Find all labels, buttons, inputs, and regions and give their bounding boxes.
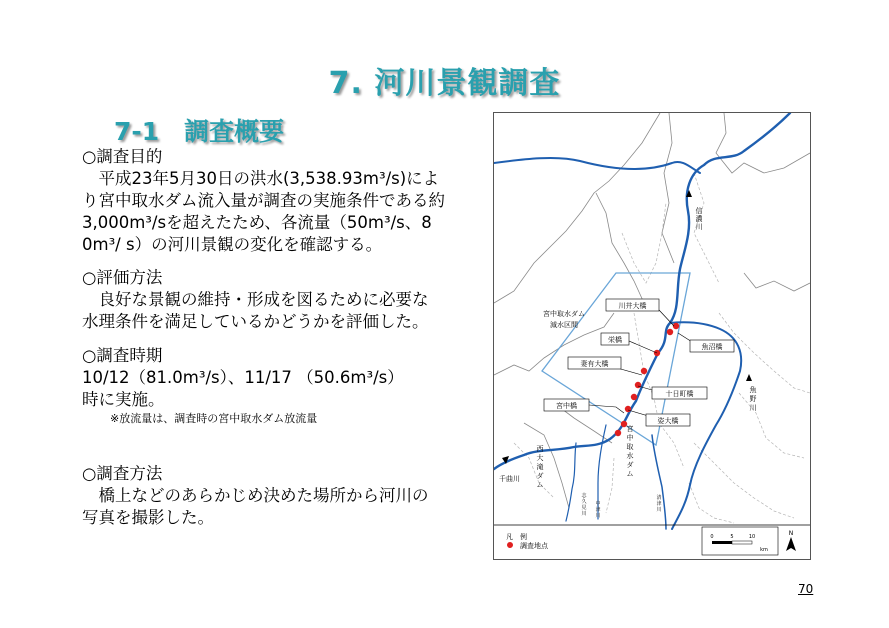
evaluation-line: 良好な景観の維持・形成を図るために必要な <box>98 290 429 309</box>
bridge-label-sakae: 栄橋 <box>608 336 622 344</box>
page-title: 7. 河川景観調査 <box>328 66 561 101</box>
shinano-upper-tributary <box>494 158 700 173</box>
bridge-label-tsumari: 妻有大橋 <box>580 360 609 368</box>
scale-unit: km <box>760 547 768 553</box>
bridge-label-sugata: 姿大橋 <box>657 417 679 425</box>
nishiotaki-dam-label: ム <box>536 481 544 489</box>
evaluation-heading: ○評価方法 <box>82 268 163 287</box>
miyanaka-dam-label: 水 <box>626 452 634 460</box>
bridge-label-kawai: 川井大橋 <box>618 302 647 310</box>
svg-text:5: 5 <box>730 534 734 540</box>
section-subtitle: 7-1 調査概要 <box>114 117 285 146</box>
kiyotsu-label: 津 <box>656 501 662 507</box>
north-arrow-icon <box>786 530 796 551</box>
bridge-label-tokamachi: 十日町橋 <box>665 390 694 398</box>
shinano-river <box>494 113 790 469</box>
kiyotsu-label: 川 <box>656 507 662 513</box>
method-section <box>82 463 482 529</box>
chikuma-label: 千曲川 <box>499 475 520 483</box>
purpose-line: 0m³/ s）の河川景観の変化を確認する。 <box>82 235 383 254</box>
reduced-section-label: 宮中取水ダム <box>543 310 585 318</box>
svg-text:N: N <box>788 530 794 537</box>
shikumi-river <box>566 443 576 521</box>
miyanaka-dam-label: 宮 <box>626 425 634 433</box>
method-heading: ○調査方法 <box>82 464 163 483</box>
nishiotaki-dam-label: 大 <box>536 454 544 462</box>
timing-line: 時に実施。 <box>82 390 165 409</box>
page-number: 70 <box>798 582 814 596</box>
method-line: 橋上などのあらかじめ決めた場所から河川の <box>98 486 429 505</box>
timing-heading: ○調査時期 <box>82 346 163 365</box>
nakatsu-label: 中 <box>595 501 601 507</box>
survey-map <box>493 112 811 560</box>
shikumi-label: 川 <box>581 511 587 517</box>
uono-label: 川 <box>749 404 757 412</box>
method-line: 写真を撮影した。 <box>82 508 214 527</box>
evaluation-section <box>82 267 482 333</box>
shinano-label: 川 <box>695 223 703 231</box>
purpose-heading: ○調査目的 <box>82 147 163 166</box>
nakatsu-label: 津 <box>595 507 601 513</box>
map-svg <box>494 113 810 559</box>
uono-label: 野 <box>749 395 757 403</box>
reduced-section-label: 減水区間 <box>550 321 578 329</box>
flow-note: ※放流量は、調査時の宮中取水ダム放流量 <box>110 412 318 425</box>
scale-bar <box>712 541 752 544</box>
bridge-labels <box>544 299 734 426</box>
shinano-label: 濃 <box>695 215 703 223</box>
legend-title: 凡 例 <box>506 533 527 541</box>
evaluation-line: 水理条件を満足しているかどうかを評価した。 <box>82 312 429 331</box>
nishiotaki-dam-label: ダ <box>536 472 544 480</box>
timing-line: 10/12（81.0m³/s）、11/17 （50.6m³/s） <box>82 368 404 387</box>
small-river-labels <box>581 492 661 519</box>
miyanaka-dam-label: 取 <box>626 443 634 451</box>
miyanaka-dam-label: 中 <box>626 434 634 442</box>
legend-item-label: 調査地点 <box>520 542 548 550</box>
purpose-line: 平成23年5月30日の洪水(3,538.93m³/s)によ <box>98 169 440 188</box>
purpose-line: 3,000m³/sを超えたため、各流量（50m³/s、8 <box>82 213 432 232</box>
kiyotsu-river <box>652 435 666 529</box>
svg-text:0: 0 <box>710 534 714 540</box>
shikumi-label: 志 <box>581 493 587 499</box>
purpose-section <box>82 146 482 256</box>
svg-text:10: 10 <box>748 534 756 540</box>
bridge-label-miyanaka: 宮中橋 <box>556 402 577 410</box>
nishiotaki-dam-label: 滝 <box>536 463 544 471</box>
miyanaka-dam-label: ム <box>626 470 634 478</box>
bridge-label-uonuma: 魚沼橋 <box>701 343 723 351</box>
nishiotaki-dam-label: 西 <box>536 445 544 453</box>
shikumi-label: 見 <box>581 505 587 511</box>
kiyotsu-label: 清 <box>656 495 662 501</box>
nakatsu-label: 川 <box>595 513 601 519</box>
shikumi-label: 久 <box>581 499 587 505</box>
legend-point-symbol <box>507 542 513 548</box>
miyanaka-dam-label: ダ <box>626 461 634 469</box>
shinano-label: 信 <box>695 207 703 215</box>
purpose-line: り宮中取水ダム流入量が調査の実施条件である約 <box>82 191 445 210</box>
timing-section <box>82 345 482 411</box>
uono-label: 魚 <box>749 386 757 394</box>
